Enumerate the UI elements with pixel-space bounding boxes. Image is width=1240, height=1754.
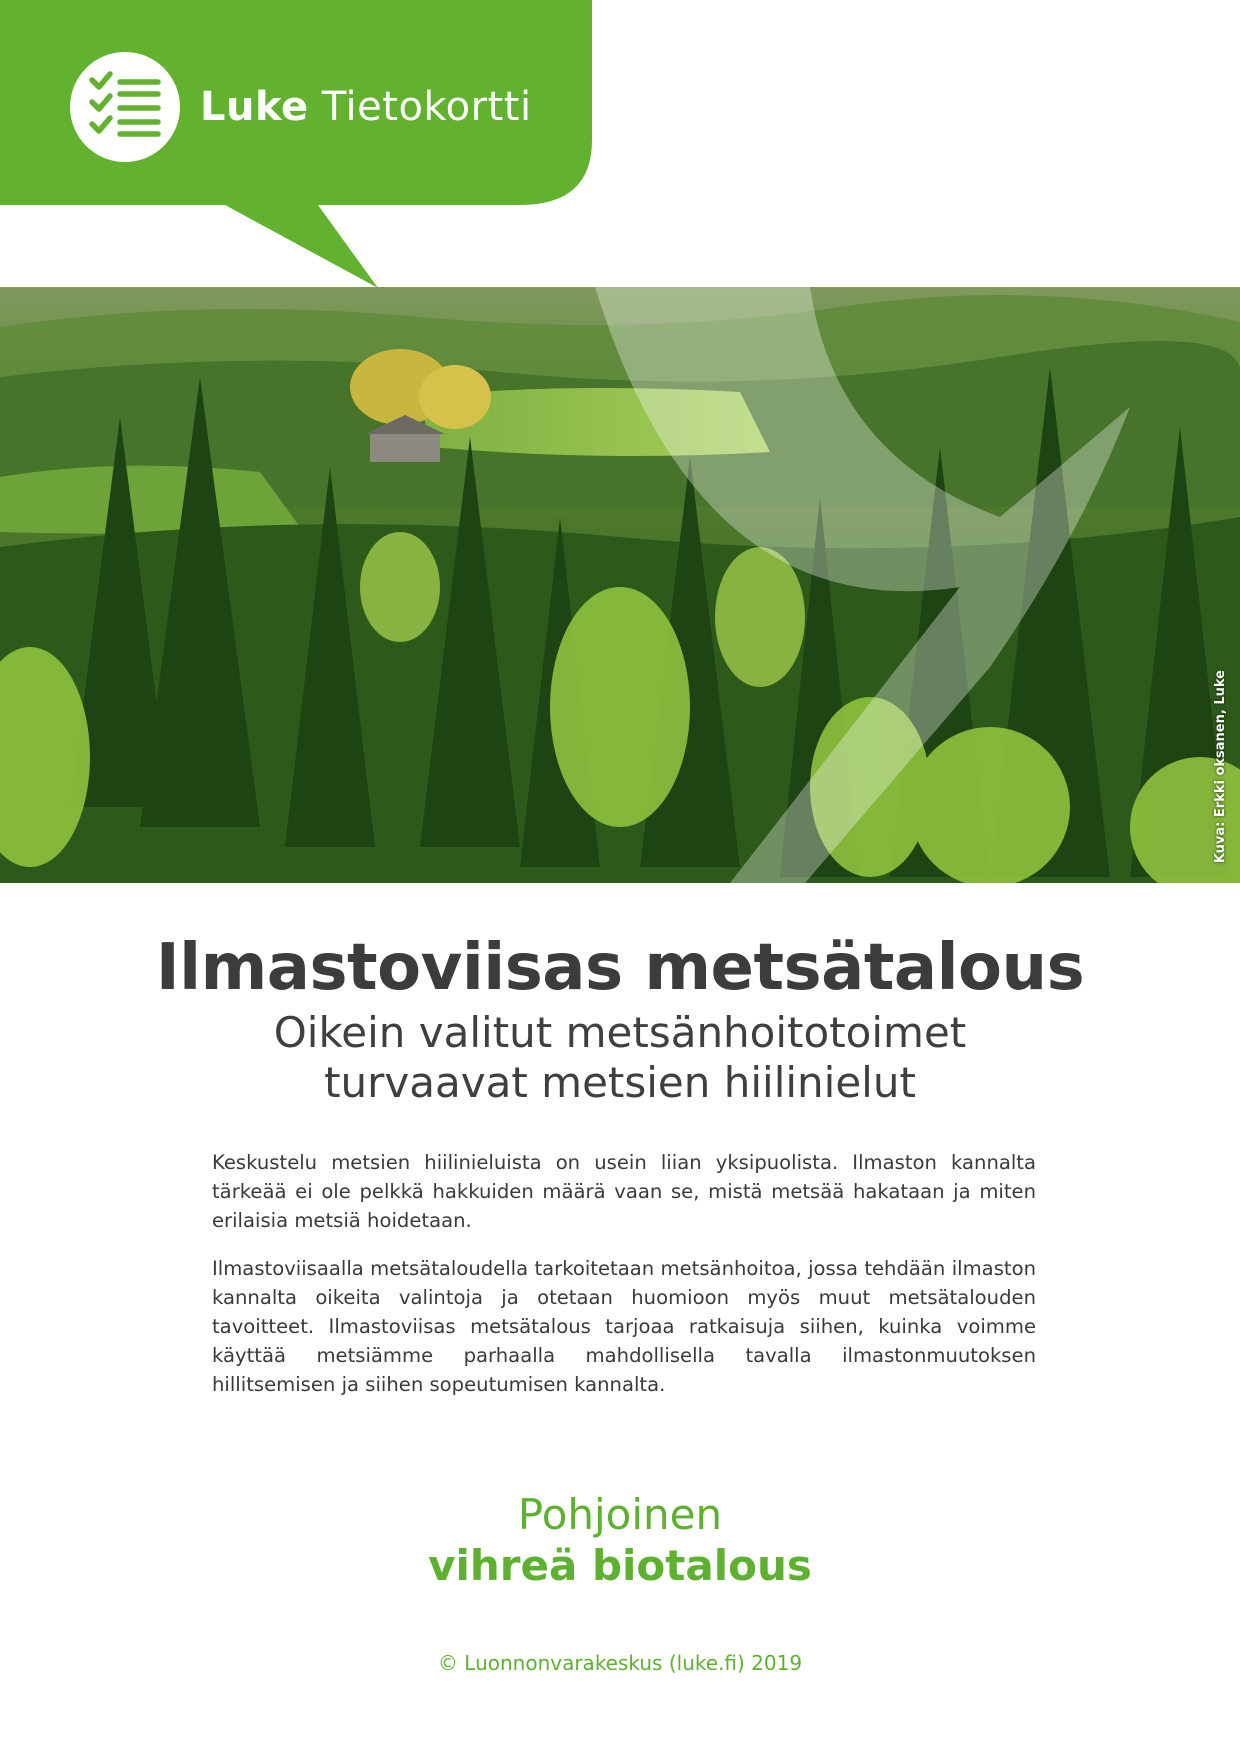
hero-forest-image xyxy=(0,287,1240,883)
copyright-notice: © Luonnonvarakeskus (luke.fi) 2019 xyxy=(437,1651,803,1675)
brand-tietokortti: Tietokortti xyxy=(321,84,532,130)
body-text xyxy=(212,1148,1036,1418)
checklist-icon xyxy=(70,52,180,162)
brand-luke: Luke xyxy=(200,84,309,130)
subtitle-line-2: turvaavat metsien hiilinielut xyxy=(324,1058,916,1107)
slogan-line-1: Pohjoinen xyxy=(517,1490,723,1539)
slogan-line-2: vihreä biotalous xyxy=(428,1541,812,1590)
subtitle-line-1: Oikein valitut metsänhoitotoimet xyxy=(273,1008,967,1057)
photo-credit: Kuva: Erkki oksanen, Luke xyxy=(1213,669,1228,863)
brand-wordmark xyxy=(200,82,532,132)
page-title: Ilmastoviisas metsätalous xyxy=(155,931,1085,1005)
paragraph-1: Keskustelu metsien hiilinieluista on usein liian yksipuolista. Ilmaston kannalta tärkeää ei ole pelkkä hakkuiden määrä vaan se, mistä metsää hakataan ja miten erilaisia metsiä hoidetaan. xyxy=(212,1151,1036,1232)
page-subtitle xyxy=(0,1008,1240,1108)
paragraph-2: Ilmastoviisaalla metsätaloudella tarkoitetaan metsänhoitoa, jossa tehdään ilmaston kannalta oikeita valintoja ja otetaan huomioon myös muut metsätalouden tavoitteet. Ilmastoviisas metsätalous tarjoaa ratkaisuja siihen, kuinka voimme käyttää metsiämme parhaalla mahdollisella tavalla ilmastonmuutoksen hillitsemisen ja siihen sopeutumisen kannalta. xyxy=(212,1257,1036,1396)
